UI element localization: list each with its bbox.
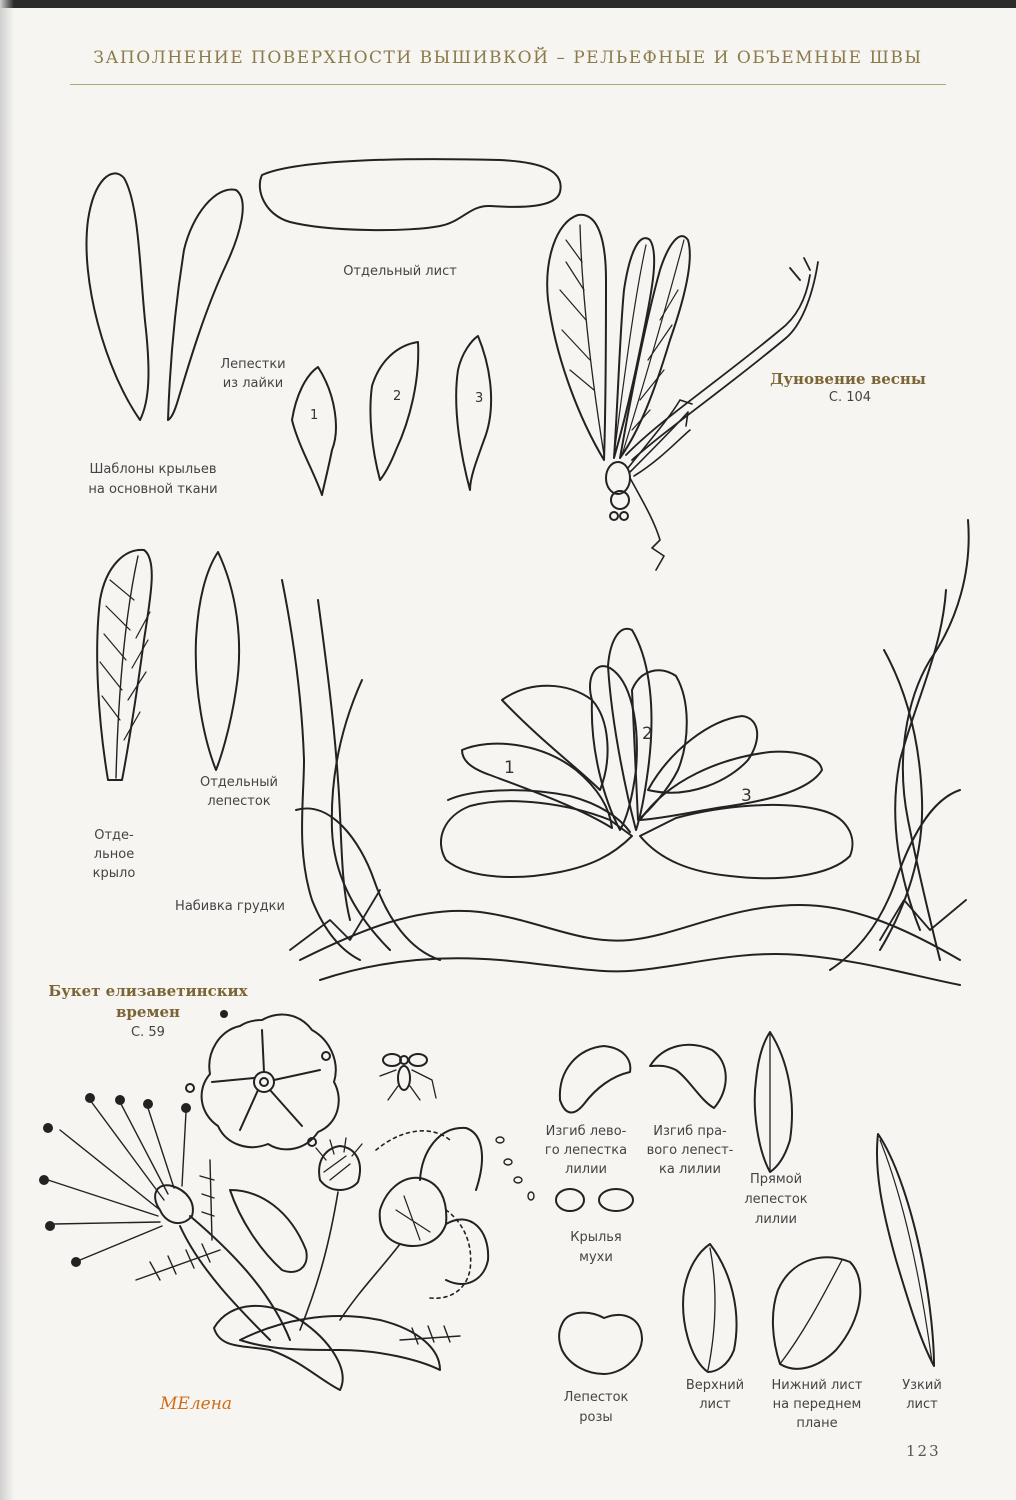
water-line-zigzag-right (880, 900, 966, 940)
label-separate-wing-line2: льное (93, 847, 135, 862)
label-lily-right-line3: ка лилии (659, 1162, 721, 1177)
label-kid-petals-line2: из лайки (222, 376, 284, 391)
lotus-petal-1 (462, 744, 612, 828)
label-fly-wings-line2: мухи (579, 1250, 613, 1265)
kid-petal-number-3: 3 (475, 391, 484, 406)
page-number: 123 (906, 1442, 941, 1460)
bouquet-lily (380, 1178, 447, 1246)
lotus-bottom-left (441, 801, 632, 877)
lily-right-petal-shape (650, 1045, 726, 1108)
separate-wing-shape (97, 550, 152, 780)
label-kid-petals-line1: Лепестки (220, 357, 286, 372)
bouquet-leaf-left (230, 1190, 307, 1272)
bouquet-lily-petals (420, 1128, 488, 1284)
bouquet-fly (380, 1054, 436, 1100)
fly-wing-right-shape (599, 1189, 633, 1211)
bouquet-stamen-flower (155, 1185, 193, 1223)
label-lower-leaf-line3: плане (796, 1416, 838, 1431)
bouquet-leaf-bottom (240, 1316, 440, 1370)
bouquet-fern-3 (200, 1160, 214, 1240)
bouquet-fern-1 (136, 1244, 220, 1280)
project-bouquet-title-line2[interactable]: времен (115, 1003, 180, 1021)
elizabethan-bouquet-group (40, 1011, 534, 1390)
label-upper-leaf-line1: Верхний (685, 1378, 745, 1393)
upper-leaf-shape (683, 1244, 736, 1372)
label-lily-right-line1: Изгиб пра- (653, 1124, 727, 1139)
lotus-panel (282, 520, 969, 985)
label-wing-templates-line2: на основной ткани (88, 482, 218, 497)
dragonfly-wing-left (547, 215, 606, 460)
lotus-base-left (448, 790, 630, 832)
lotus-petal-number-1: 1 (504, 758, 515, 778)
label-lily-right-line2: вого лепест- (646, 1143, 734, 1158)
project-bouquet-page: С. 59 (131, 1025, 165, 1040)
lotus-petal-number-3: 3 (741, 786, 752, 806)
water-line-1 (300, 905, 960, 960)
label-fly-wings-line1: Крылья (570, 1230, 622, 1245)
label-lily-straight-line2: лепесток (744, 1192, 808, 1207)
lily-straight-petal-shape (755, 1032, 792, 1172)
dragonfly-wing-middle (614, 238, 654, 458)
fly-wing-left-shape (556, 1189, 584, 1211)
lotus-petal-number-2: 2 (642, 724, 653, 744)
label-lily-straight-line3: лилии (755, 1212, 797, 1227)
lotus-petal-3-upper (648, 716, 757, 793)
project-spring-page: С. 104 (828, 390, 872, 405)
wing-template-left (87, 173, 149, 420)
label-lower-leaf-line1: Нижний лист (771, 1378, 863, 1393)
project-spring-title[interactable]: Дуновение весны (770, 370, 926, 388)
dragonfly-wing-right (620, 236, 690, 458)
label-separate-wing-line1: Отде- (94, 828, 134, 843)
dragonfly-thorax (606, 462, 630, 494)
kid-petal-number-2: 2 (393, 389, 402, 404)
dragonfly-group (547, 215, 818, 570)
project-bouquet-title-line1[interactable]: Букет елизаветинских (48, 982, 248, 1000)
label-upper-leaf-line2: лист (699, 1397, 731, 1412)
label-lily-left-line1: Изгиб лево- (545, 1124, 627, 1139)
bouquet-stem (180, 1216, 290, 1340)
reed-left-2 (318, 600, 350, 920)
label-separate-leaf: Отдельный лист (343, 264, 457, 279)
kid-petal-1 (292, 367, 336, 495)
separate-wing-group (97, 550, 152, 780)
label-lily-left-line2: го лепестка (544, 1143, 628, 1158)
label-separate-wing-line3: крыло (92, 866, 136, 881)
label-separate-petal-line2: лепесток (207, 794, 271, 809)
label-lily-left-line3: лилии (565, 1162, 607, 1177)
kid-petal-2 (370, 342, 418, 480)
label-rose-petal-line2: розы (579, 1410, 613, 1425)
page-header: ЗАПОЛНЕНИЕ ПОВЕРХНОСТИ ВЫШИВКОЙ – РЕЛЬЕФНЫЕ И ОБЪЕМНЫЕ ШВЫ (93, 48, 923, 68)
separate-petal-shape (196, 552, 239, 770)
signature: МЕлена (160, 1394, 233, 1414)
label-lower-leaf-line2: на переднем (772, 1397, 862, 1412)
rose-petal-shape (559, 1313, 642, 1374)
kid-petal-number-1: 1 (310, 408, 319, 423)
bouquet-fern-2 (400, 1326, 460, 1344)
narrow-leaf-shape (877, 1134, 934, 1366)
label-lily-straight-line1: Прямой (749, 1172, 803, 1187)
reed-right-1 (903, 520, 969, 960)
label-narrow-leaf-line2: лист (906, 1397, 938, 1412)
label-breast-padding: Набивка грудки (175, 899, 285, 914)
lower-leaf-shape (773, 1257, 860, 1368)
chain-dots (496, 1137, 534, 1200)
bouquet-dotted-path (376, 1131, 471, 1298)
label-wing-templates-line1: Шаблоны крыльев (89, 462, 217, 477)
reed-left-sweep (296, 808, 440, 960)
label-narrow-leaf-line1: Узкий (902, 1378, 942, 1393)
bouquet-thistle (319, 1146, 360, 1190)
kid-petal-3 (456, 336, 491, 490)
separate-leaf-shape (260, 159, 561, 230)
label-rose-petal-line1: Лепесток (563, 1390, 629, 1405)
lily-left-petal-shape (560, 1046, 630, 1113)
water-line-2 (320, 954, 960, 985)
label-separate-petal-line1: Отдельный (200, 775, 278, 790)
